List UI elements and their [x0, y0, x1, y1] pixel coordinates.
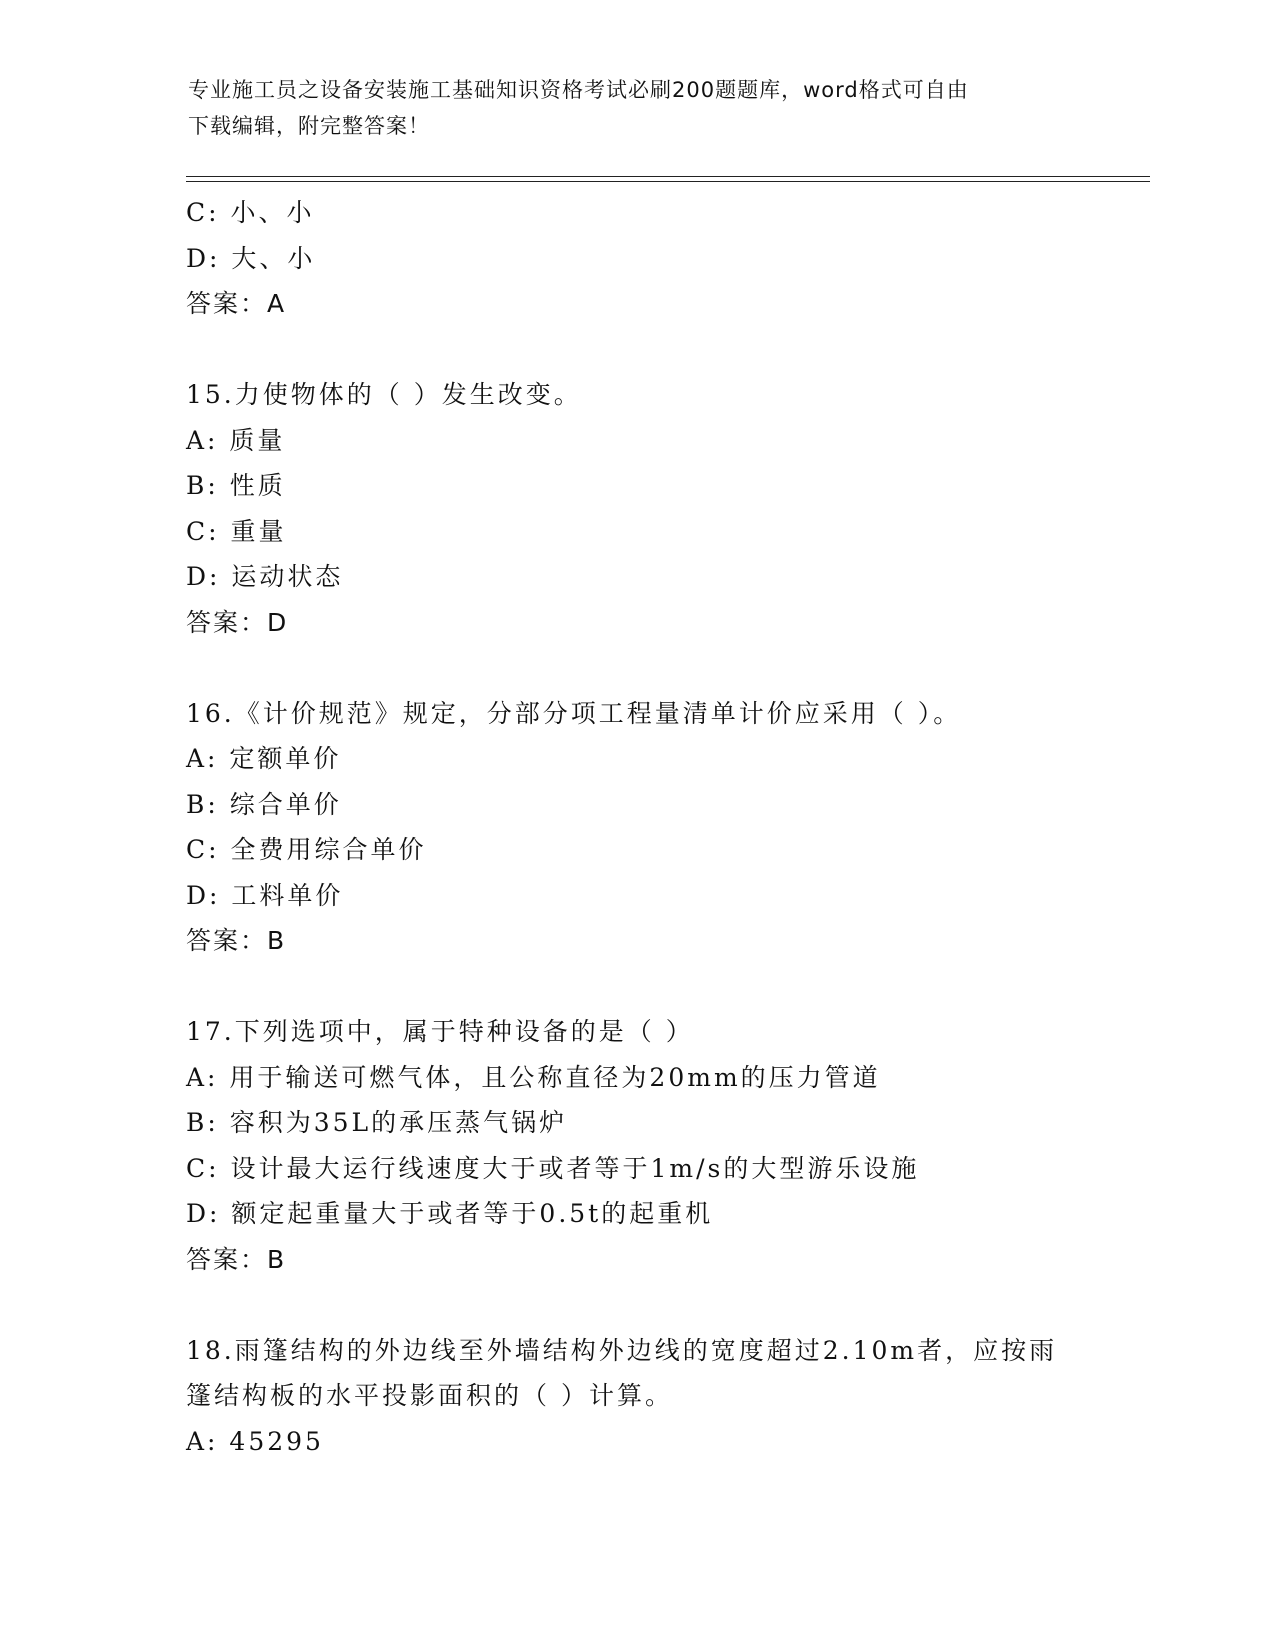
header-rule-bottom	[186, 181, 1150, 182]
option-a: A: 用于输送可燃气体，且公称直径为20mm的压力管道	[186, 1062, 881, 1092]
question-gap	[186, 1282, 1126, 1328]
option-d: D: 运动状态	[186, 562, 344, 591]
option-c: C: 设计最大运行线速度大于或者等于1m/s的大型游乐设施	[186, 1153, 920, 1183]
question-gap	[186, 327, 1126, 373]
question-stem: 17.下列选项中，属于特种设备的是（ ）	[186, 1017, 694, 1046]
document-header	[188, 72, 1068, 144]
question-stem-continued: 篷结构板的水平投影面积的（ ）计算。	[186, 1381, 673, 1410]
option-a: A: 45295	[186, 1426, 324, 1456]
option-a: A: 质量	[186, 425, 286, 455]
answer-line: 答案：B	[186, 926, 287, 955]
option-c: C: 重量	[186, 516, 287, 546]
answer-line: 答案：B	[186, 1244, 287, 1274]
answer-line: 答案：D	[186, 607, 289, 637]
header-title-line-1: 专业施工员之设备安装施工基础知识资格考试必刷200题题库，word格式可自由	[188, 78, 969, 102]
question-gap	[186, 964, 1126, 1010]
option-b: B: 性质	[186, 471, 286, 500]
option-c: C: 全费用综合单价	[186, 835, 427, 864]
option-b: B: 容积为35L的承压蒸气锅炉	[186, 1108, 568, 1137]
header-rule-top	[186, 176, 1150, 177]
header-title-line-2: 下载编辑，附完整答案！	[188, 114, 430, 138]
question-stem: 16.《计价规范》规定，分部分项工程量清单计价应采用（ ）。	[186, 698, 962, 728]
question-stem: 15.力使物体的（ ）发生改变。	[186, 380, 582, 409]
option-c: C: 小、小	[186, 198, 315, 227]
option-a: A: 定额单价	[186, 744, 342, 773]
option-d: D: 额定起重量大于或者等于0.5t的起重机	[186, 1199, 714, 1228]
option-b: B: 综合单价	[186, 789, 342, 819]
option-d: D: 工料单价	[186, 880, 344, 910]
answer-line: 答案：A	[186, 289, 287, 318]
question-stem: 18.雨篷结构的外边线至外墙结构外边线的宽度超过2.10m者，应按雨	[186, 1335, 1058, 1365]
question-list	[186, 190, 1126, 1464]
question-gap	[186, 645, 1126, 691]
option-d: D: 大、小	[186, 243, 316, 273]
